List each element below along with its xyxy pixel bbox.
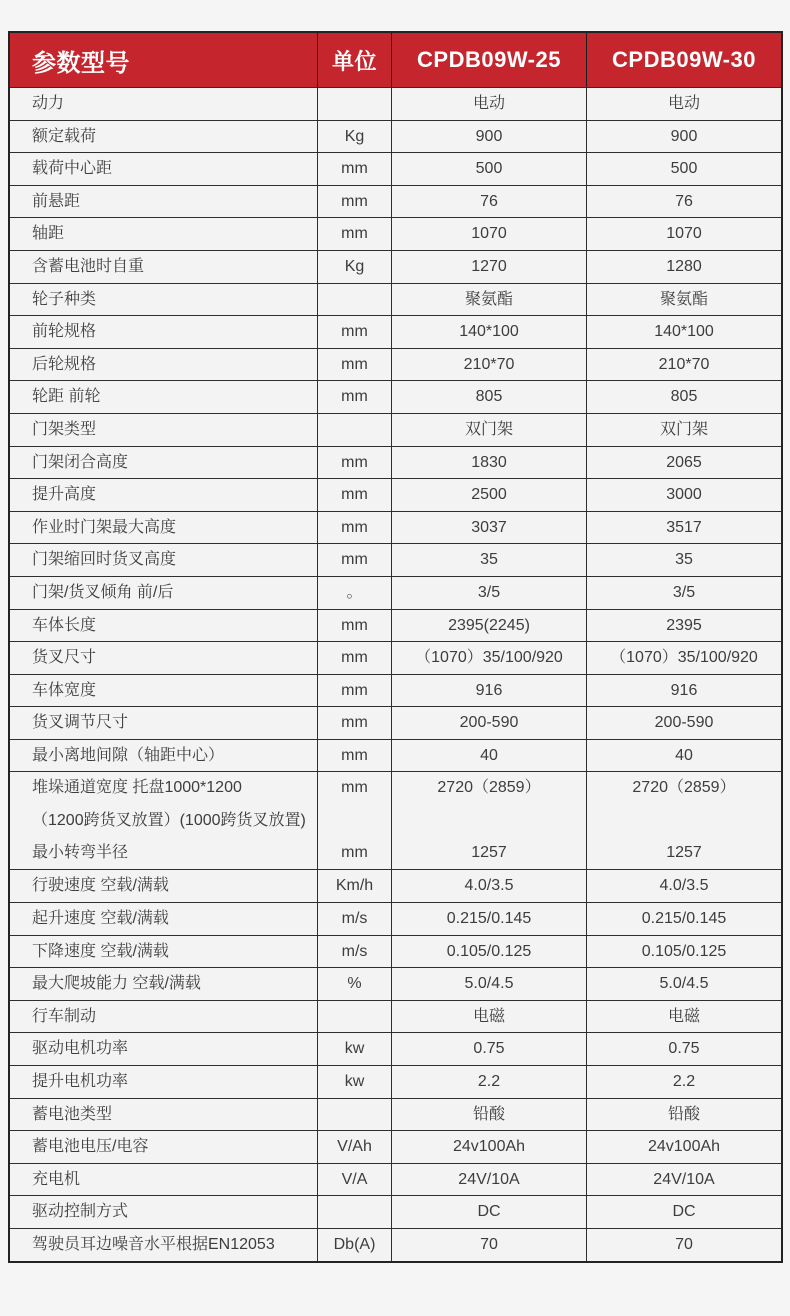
table-row bbox=[10, 511, 781, 544]
value-cell-model1: 0.75 bbox=[392, 1033, 587, 1065]
value-cell-model1: 3/5 bbox=[392, 577, 587, 609]
table-row bbox=[10, 1130, 781, 1163]
unit-cell bbox=[318, 1196, 392, 1228]
table-row bbox=[10, 315, 781, 348]
table-row bbox=[10, 87, 781, 120]
cell-line: （1200跨货叉放置）(1000跨货叉放置) bbox=[32, 811, 306, 829]
table-row bbox=[10, 543, 781, 576]
unit-cell: m/s bbox=[318, 936, 392, 968]
table-row bbox=[10, 935, 781, 968]
cell-line: mm bbox=[341, 843, 368, 861]
value-cell-model2: DC bbox=[672, 1203, 696, 1221]
value-cell-model1: 4.0/3.5 bbox=[392, 870, 587, 902]
value-cell-model1: 2.2 bbox=[392, 1066, 587, 1098]
table-row bbox=[10, 1163, 781, 1196]
unit-cell: Kg bbox=[318, 251, 392, 283]
param-cell: 提升电机功率 bbox=[10, 1066, 318, 1098]
table-row bbox=[10, 1000, 781, 1033]
unit-cell: mm bbox=[318, 642, 392, 674]
unit-cell: mm bbox=[318, 512, 392, 544]
unit-cell: % bbox=[318, 968, 392, 1000]
cell-line bbox=[392, 805, 586, 837]
table-row bbox=[10, 1228, 781, 1261]
table-row bbox=[10, 576, 781, 609]
unit-cell: Db(A) bbox=[318, 1229, 392, 1261]
unit-cell: m/s bbox=[318, 903, 392, 935]
param-cell: 轴距 bbox=[10, 218, 318, 250]
table-row bbox=[10, 1098, 781, 1131]
value-cell-model2: 4.0/3.5 bbox=[659, 877, 709, 895]
value-cell-model2: 3517 bbox=[666, 518, 702, 536]
value-cell-model2: 0.215/0.145 bbox=[641, 910, 727, 928]
unit-cell bbox=[318, 1001, 392, 1033]
param-cell: 驱动控制方式 bbox=[10, 1196, 318, 1228]
table-row bbox=[10, 706, 781, 739]
table-row bbox=[10, 739, 781, 772]
unit-cell: mm bbox=[318, 610, 392, 642]
table-body bbox=[10, 87, 781, 1261]
param-cell: 充电机 bbox=[10, 1164, 318, 1196]
table-row bbox=[10, 120, 781, 153]
value-cell-model1: 1270 bbox=[392, 251, 587, 283]
unit-cell: mm bbox=[318, 447, 392, 479]
param-cell: 前悬距 bbox=[10, 186, 318, 218]
unit-cell: mm bbox=[318, 349, 392, 381]
param-cell: 含蓄电池时自重 bbox=[10, 251, 318, 283]
param-cell: 蓄电池电压/电容 bbox=[10, 1131, 318, 1163]
value-cell-model1: 1070 bbox=[392, 218, 587, 250]
value-cell-model1: 500 bbox=[392, 153, 587, 185]
value-cell-model1: 24v100Ah bbox=[392, 1131, 587, 1163]
value-cell-model1: 电动 bbox=[392, 88, 587, 120]
param-cell: 车体宽度 bbox=[10, 675, 318, 707]
param-cell: 行驶速度 空载/满载 bbox=[10, 870, 318, 902]
value-cell-model2: 0.105/0.125 bbox=[641, 942, 727, 960]
table-row bbox=[10, 1195, 781, 1228]
value-cell-model2: 双门架 bbox=[659, 420, 708, 438]
value-cell-model2: 70 bbox=[675, 1236, 693, 1253]
value-cell-model2: 500 bbox=[670, 160, 698, 178]
unit-cell: mm bbox=[318, 153, 392, 185]
header-model-2: CPDB09W-30 bbox=[612, 47, 756, 72]
table-row bbox=[10, 152, 781, 185]
value-cell-model2: 200-590 bbox=[654, 714, 714, 732]
value-cell-model2: 铅酸 bbox=[667, 1105, 700, 1123]
value-cell-model1: 0.105/0.125 bbox=[392, 936, 587, 968]
param-cell bbox=[10, 772, 318, 869]
value-cell-model2: 电磁 bbox=[667, 1007, 700, 1025]
value-cell-model1: 916 bbox=[392, 675, 587, 707]
cell-line: 2720（2859） bbox=[632, 779, 736, 797]
cell-line: 1257 bbox=[666, 843, 702, 861]
table-row bbox=[10, 185, 781, 218]
value-cell-model2: 3000 bbox=[666, 486, 702, 504]
table-row bbox=[10, 967, 781, 1000]
table-row bbox=[10, 1065, 781, 1098]
param-cell: 货叉调节尺寸 bbox=[10, 707, 318, 739]
unit-cell: mm bbox=[318, 675, 392, 707]
value-cell-model1: 0.215/0.145 bbox=[392, 903, 587, 935]
table-row bbox=[10, 446, 781, 479]
value-cell-model1: 24V/10A bbox=[392, 1164, 587, 1196]
param-cell: 最大爬坡能力 空载/满载 bbox=[10, 968, 318, 1000]
param-cell: 轮距 前轮 bbox=[10, 381, 318, 413]
value-cell-model1 bbox=[392, 772, 587, 869]
value-cell-model2: 聚氨酯 bbox=[659, 290, 708, 308]
value-cell-model2: 40 bbox=[675, 746, 693, 764]
value-cell-model1: 5.0/4.5 bbox=[392, 968, 587, 1000]
unit-cell: kw bbox=[318, 1033, 392, 1065]
table-row bbox=[10, 250, 781, 283]
unit-cell: mm bbox=[318, 186, 392, 218]
unit-cell: mm bbox=[318, 740, 392, 772]
header-model-1: CPDB09W-25 bbox=[392, 33, 587, 87]
value-cell-model2: 2065 bbox=[666, 453, 702, 471]
spec-table bbox=[8, 31, 783, 1263]
param-cell: 门架/货叉倾角 前/后 bbox=[10, 577, 318, 609]
value-cell-model2: 电动 bbox=[667, 95, 700, 112]
cell-line: 堆垛通道宽度 托盘1000*1200 bbox=[32, 779, 242, 797]
value-cell-model1: 70 bbox=[392, 1229, 587, 1261]
param-cell: 额定载荷 bbox=[10, 121, 318, 153]
table-header-row bbox=[10, 33, 781, 87]
value-cell-model2: 35 bbox=[675, 551, 693, 569]
table-row bbox=[10, 902, 781, 935]
unit-cell: mm bbox=[318, 479, 392, 511]
value-cell-model1: 805 bbox=[392, 381, 587, 413]
param-cell: 轮子种类 bbox=[10, 284, 318, 316]
value-cell-model2: 805 bbox=[670, 388, 698, 406]
param-cell: 作业时门架最大高度 bbox=[10, 512, 318, 544]
param-cell: 下降速度 空载/满载 bbox=[10, 936, 318, 968]
value-cell-model2: 140*100 bbox=[654, 323, 714, 341]
unit-cell bbox=[318, 1099, 392, 1131]
value-cell-model2: 3/5 bbox=[672, 583, 696, 601]
cell-line bbox=[587, 805, 781, 837]
table-row bbox=[10, 674, 781, 707]
value-cell-model1: 40 bbox=[392, 740, 587, 772]
unit-cell: Km/h bbox=[318, 870, 392, 902]
param-cell: 动力 bbox=[10, 88, 318, 120]
unit-cell: V/A bbox=[318, 1164, 392, 1196]
value-cell-model1: 140*100 bbox=[392, 316, 587, 348]
value-cell-model2: 5.0/4.5 bbox=[659, 975, 709, 993]
value-cell-model1: 900 bbox=[392, 121, 587, 153]
param-cell: 驾驶员耳边噪音水平根据EN12053 bbox=[10, 1229, 318, 1261]
param-cell: 后轮规格 bbox=[10, 349, 318, 381]
unit-cell: V/Ah bbox=[318, 1131, 392, 1163]
value-cell-model1: 2395(2245) bbox=[392, 610, 587, 642]
param-cell: 车体长度 bbox=[10, 610, 318, 642]
value-cell-model2: 24v100Ah bbox=[647, 1138, 721, 1156]
unit-cell bbox=[318, 414, 392, 446]
header-param-label: 参数型号 bbox=[10, 33, 318, 87]
cell-line: mm bbox=[341, 779, 368, 797]
value-cell-model1: 3037 bbox=[392, 512, 587, 544]
param-cell: 门架闭合高度 bbox=[10, 447, 318, 479]
cell-line: 1257 bbox=[471, 843, 507, 861]
value-cell-model2: 0.75 bbox=[668, 1040, 700, 1058]
header-unit-label: 单位 bbox=[318, 33, 392, 87]
value-cell-model1: 35 bbox=[392, 544, 587, 576]
value-cell-model1: 1830 bbox=[392, 447, 587, 479]
cell-line: 2720（2859） bbox=[437, 779, 541, 797]
unit-cell: Kg bbox=[318, 121, 392, 153]
param-cell: 蓄电池类型 bbox=[10, 1099, 318, 1131]
value-cell-model1: 电磁 bbox=[392, 1001, 587, 1033]
unit-cell bbox=[318, 88, 392, 120]
param-cell: 货叉尺寸 bbox=[10, 642, 318, 674]
value-cell-model2 bbox=[587, 772, 781, 869]
table-row bbox=[10, 380, 781, 413]
cell-line bbox=[318, 805, 391, 837]
value-cell-model2: 2395 bbox=[666, 616, 702, 634]
value-cell-model2: （1070）35/100/920 bbox=[610, 649, 758, 667]
table-row bbox=[10, 609, 781, 642]
value-cell-model2: 24V/10A bbox=[653, 1170, 715, 1188]
cell-line: 最小转弯半径 bbox=[32, 843, 129, 861]
unit-cell: mm bbox=[318, 316, 392, 348]
param-cell: 驱动电机功率 bbox=[10, 1033, 318, 1065]
value-cell-model2: 2.2 bbox=[672, 1073, 696, 1091]
param-cell: 行车制动 bbox=[10, 1001, 318, 1033]
param-cell: 门架缩回时货叉高度 bbox=[10, 544, 318, 576]
unit-cell bbox=[318, 284, 392, 316]
value-cell-model1: DC bbox=[392, 1196, 587, 1228]
value-cell-model2: 1280 bbox=[666, 257, 702, 275]
value-cell-model2: 210*70 bbox=[658, 355, 710, 373]
value-cell-model2: 1070 bbox=[666, 225, 702, 243]
param-cell: 前轮规格 bbox=[10, 316, 318, 348]
value-cell-model2: 900 bbox=[670, 127, 698, 145]
unit-cell: 。 bbox=[318, 577, 392, 609]
unit-cell: kw bbox=[318, 1066, 392, 1098]
value-cell-model1: （1070）35/100/920 bbox=[392, 642, 587, 674]
param-cell: 最小离地间隙（轴距中心） bbox=[10, 740, 318, 772]
table-row bbox=[10, 478, 781, 511]
table-row bbox=[10, 413, 781, 446]
value-cell-model1: 铅酸 bbox=[392, 1099, 587, 1131]
value-cell-model1: 聚氨酯 bbox=[392, 284, 587, 316]
table-row bbox=[10, 771, 781, 869]
param-cell: 门架类型 bbox=[10, 414, 318, 446]
table-row bbox=[10, 348, 781, 381]
unit-cell bbox=[318, 772, 392, 869]
table-row bbox=[10, 217, 781, 250]
value-cell-model2: 76 bbox=[675, 192, 693, 210]
unit-cell: mm bbox=[318, 707, 392, 739]
value-cell-model1: 双门架 bbox=[392, 414, 587, 446]
unit-cell: mm bbox=[318, 544, 392, 576]
table-row bbox=[10, 869, 781, 902]
value-cell-model1: 2500 bbox=[392, 479, 587, 511]
value-cell-model2: 916 bbox=[670, 681, 698, 699]
table-row bbox=[10, 283, 781, 316]
value-cell-model1: 76 bbox=[392, 186, 587, 218]
unit-cell: mm bbox=[318, 218, 392, 250]
unit-cell: mm bbox=[318, 381, 392, 413]
param-cell: 提升高度 bbox=[10, 479, 318, 511]
param-cell: 起升速度 空载/满载 bbox=[10, 903, 318, 935]
table-row bbox=[10, 641, 781, 674]
param-cell: 载荷中心距 bbox=[10, 153, 318, 185]
table-row bbox=[10, 1032, 781, 1065]
value-cell-model1: 210*70 bbox=[392, 349, 587, 381]
value-cell-model1: 200-590 bbox=[392, 707, 587, 739]
